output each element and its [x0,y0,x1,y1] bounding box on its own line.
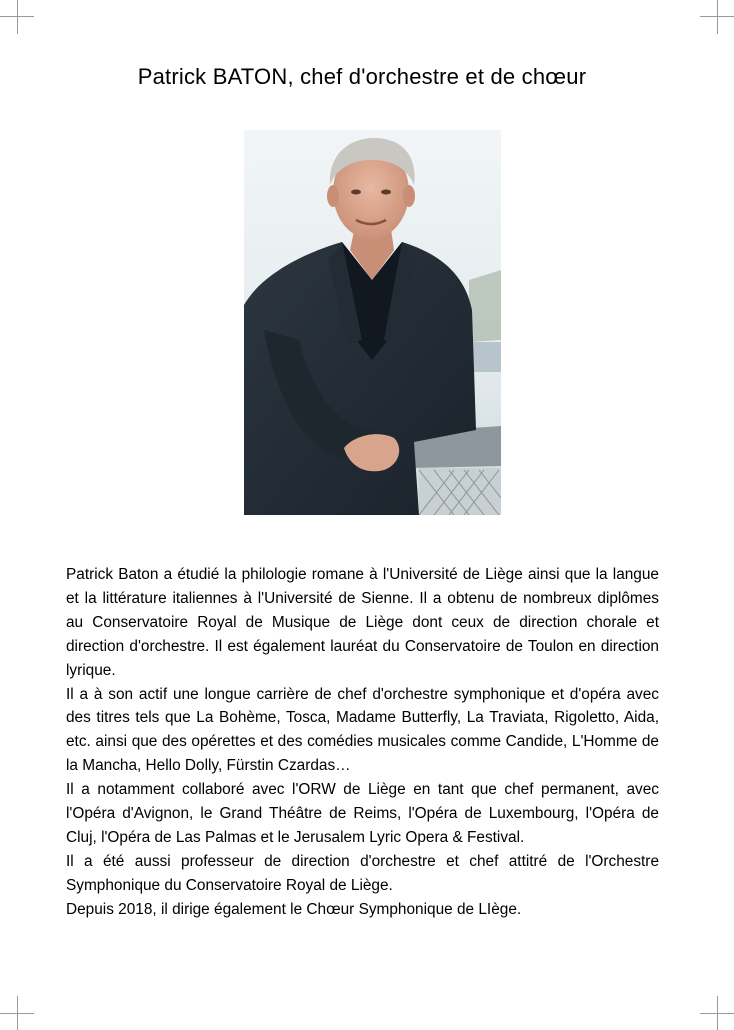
biography-paragraph: Il a été aussi professeur de direction d'orchestre et chef attitré de l'Orchestre Symphonique du Conservatoire Royal de Liège. [66,852,659,894]
biography-paragraph: Patrick Baton a étudié la philologie romane à l'Université de Liège ainsi que la langue et la littérature italiennes à l'Université de Sienne. Il a obtenu de nombreux diplômes au Conservatoire Royal de Musique de Liège dont ceux de direction chorale et direction d'orchestre. Il est également lauréat du Conservatoire de Toulon en direction lyrique. [66,566,659,679]
portrait-illustration [244,130,501,515]
biography-text [66,563,659,922]
crop-mark-top-left-v [17,0,18,34]
crop-mark-bottom-right-v [717,996,718,1030]
biography-paragraph: Il a à son actif une longue carrière de chef d'orchestre symphonique et d'opéra avec des titres tels que La Bohème, Tosca, Madame Butterfly, La Traviata, Rigoletto, Aida, etc. ainsi que des opérettes et des comédies musicales comme Candide, L'Homme de la Mancha, Hello Dolly, Fürstin Czardas… [66,685,659,775]
biography-paragraph: Il a notamment collaboré avec l'ORW de Liège en tant que chef permanent, avec l'Opéra d'Avignon, le Grand Théâtre de Reims, l'Opéra de Luxembourg, l'Opéra de Cluj, l'Opéra de Las Palmas et le Jerusalem Lyric Opera & Festival. [66,781,659,846]
biography-paragraph: Depuis 2018, il dirige également le Chœur Symphonique de LIège. [66,900,522,918]
crop-mark-bottom-left-v [17,996,18,1030]
portrait-photo [244,130,501,515]
crop-mark-top-right-v [717,0,718,34]
page-title: Patrick BATON, chef d'orchestre et de chœur [137,64,587,89]
